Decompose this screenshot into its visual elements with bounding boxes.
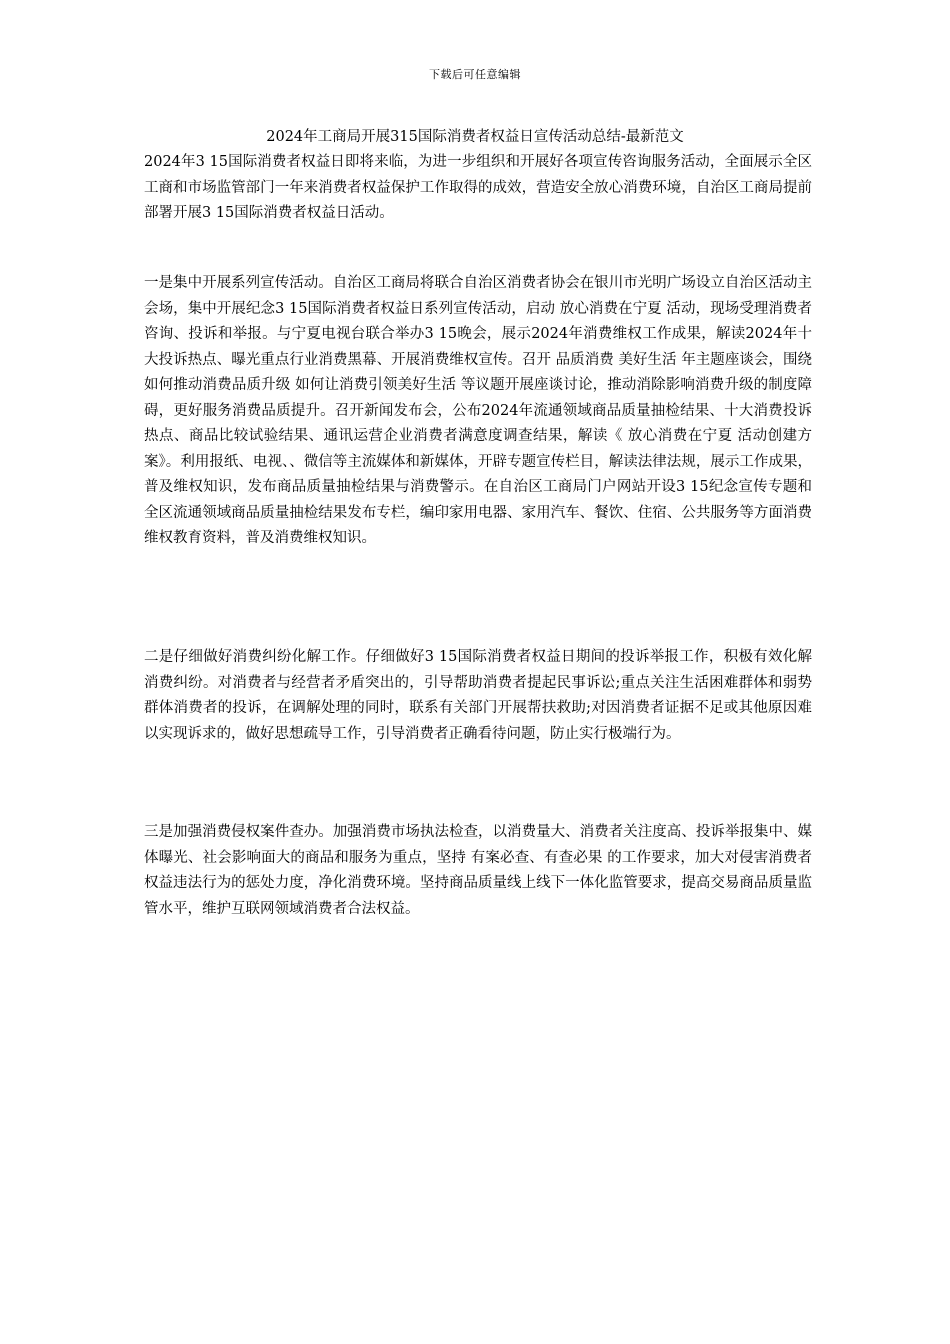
intro-paragraph: 2024年3 15国际消费者权益日即将来临，为进一步组织和开展好各项宣传咨询服务活动，全面展示全区工商和市场监管部门一年来消费者权益保护工作取得的成效，营造安全放心消费环境，自治区工商局提前部署开展3 15国际消费者权益日活动。 (144, 154, 812, 221)
section-one-paragraph: 一是集中开展系列宣传活动。自治区工商局将联合自治区消费者协会在银川市光明广场设立自治区活动主会场，集中开展纪念3 15国际消费者权益日系列宣传活动，启动 放心消费在宁夏 活动，现场受理消费者咨询、投诉和举报。与宁夏电视台联合举办3 15晚会，展示2024年消费维权工作成果，解读2024年十大投诉热点、曝光重点行业消费黑幕、开展消费维权宣传。召开 品质消费 美好生活 年主题座谈会，围绕 如何推动消费品质升级 如何让消费引领美好生活 等议题开展座谈讨论，推动消除影响消费升级的制度障碍，更好服务消费品质提升。召开新闻发布会，公布2024年流通领域商品质量抽检结果、十大消费投诉热点、商品比较试验结果、通讯运营企业消费者满意度调查结果，解读《 放心消费在宁夏 活动创建方案》。利用报纸、电视、、微信等主流媒体和新媒体，开辟专题宣传栏目，解读法律法规，展示工作成果，普及维权知识，发布商品质量抽检结果与消费警示。在自治区工商局门户网站开设3 15纪念宣传专题和全区流通领域商品质量抽检结果发布专栏，编印家用电器、家用汽车、餐饮、住宿、公共服务等方面消费维权教育资料，普及消费维权知识。 (144, 275, 812, 546)
page-header-note: 下载后可任意编辑 (429, 68, 521, 81)
document-title: 2024年工商局开展315国际消费者权益日宣传活动总结-最新范文 (266, 129, 684, 145)
section-two-paragraph: 二是仔细做好消费纠纷化解工作。仔细做好3 15国际消费者权益日期间的投诉举报工作，积极有效化解消费纠纷。对消费者与经营者矛盾突出的，引导帮助消费者提起民事诉讼;重点关注生活困难群体和弱势群体消费者的投诉，在调解处理的同时，联系有关部门开展帮扶救助;对因消费者证据不足或其他原因难以实现诉求的，做好思想疏导工作，引导消费者正确看待问题，防止实行极端行为。 (144, 649, 812, 742)
section-three-paragraph: 三是加强消费侵权案件查办。加强消费市场执法检查，以消费量大、消费者关注度高、投诉举报集中、媒体曝光、社会影响面大的商品和服务为重点，坚持 有案必查、有查必果 的工作要求，加大对侵害消费者权益违法行为的惩处力度，净化消费环境。坚持商品质量线上线下一体化监管要求，提高交易商品质量监管水平，维护互联网领域消费者合法权益。 (144, 824, 812, 917)
